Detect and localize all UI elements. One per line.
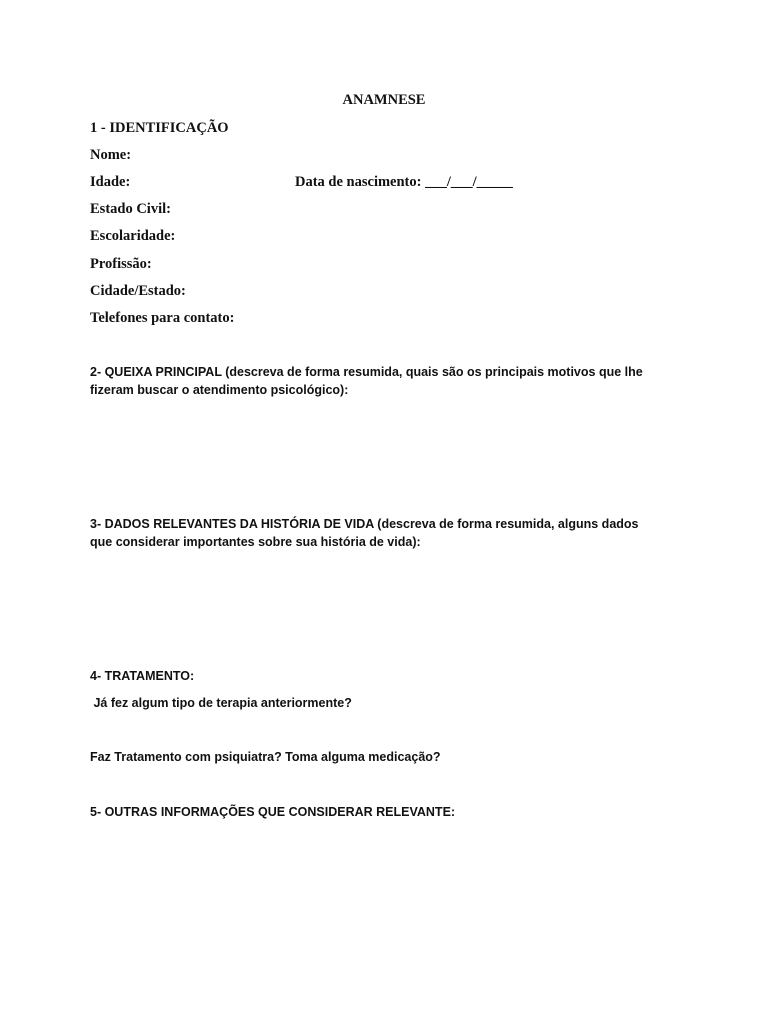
question-terapia-anterior: Já fez algum tipo de terapia anteriormente? xyxy=(90,696,352,710)
field-escolaridade-label: Escolaridade: xyxy=(90,228,176,244)
section-outras-informacoes-heading: 5- OUTRAS INFORMAÇÕES QUE CONSIDERAR RELEVANTE: xyxy=(90,805,456,819)
field-data-nascimento-label: Data de nascimento: ___/___/_____ xyxy=(295,174,513,190)
field-estado-civil-label: Estado Civil: xyxy=(90,201,171,217)
field-profissao-label: Profissão: xyxy=(90,256,152,272)
section-identificacao-heading: 1 - IDENTIFICAÇÃO xyxy=(90,120,229,136)
section-queixa-principal-heading: 2- QUEIXA PRINCIPAL (descreva de forma resumida, quais são os principais motivos que lhe fizeram buscar o atendimento psicológico): xyxy=(90,365,643,397)
field-telefones-label: Telefones para contato: xyxy=(90,310,235,326)
document-title: ANAMNESE xyxy=(342,92,426,108)
field-cidade-estado-label: Cidade/Estado: xyxy=(90,283,186,299)
field-nome-label: Nome: xyxy=(90,147,132,163)
section-tratamento-heading: 4- TRATAMENTO: xyxy=(90,669,195,683)
question-psiquiatra-medicacao: Faz Tratamento com psiquiatra? Toma alguma medicação? xyxy=(90,750,441,764)
section-historia-de-vida-heading: 3- DADOS RELEVANTES DA HISTÓRIA DE VIDA (descreva de forma resumida, alguns dados que considerar importantes sobre sua história de vida): xyxy=(90,517,639,549)
field-idade-label: Idade: xyxy=(90,174,131,190)
